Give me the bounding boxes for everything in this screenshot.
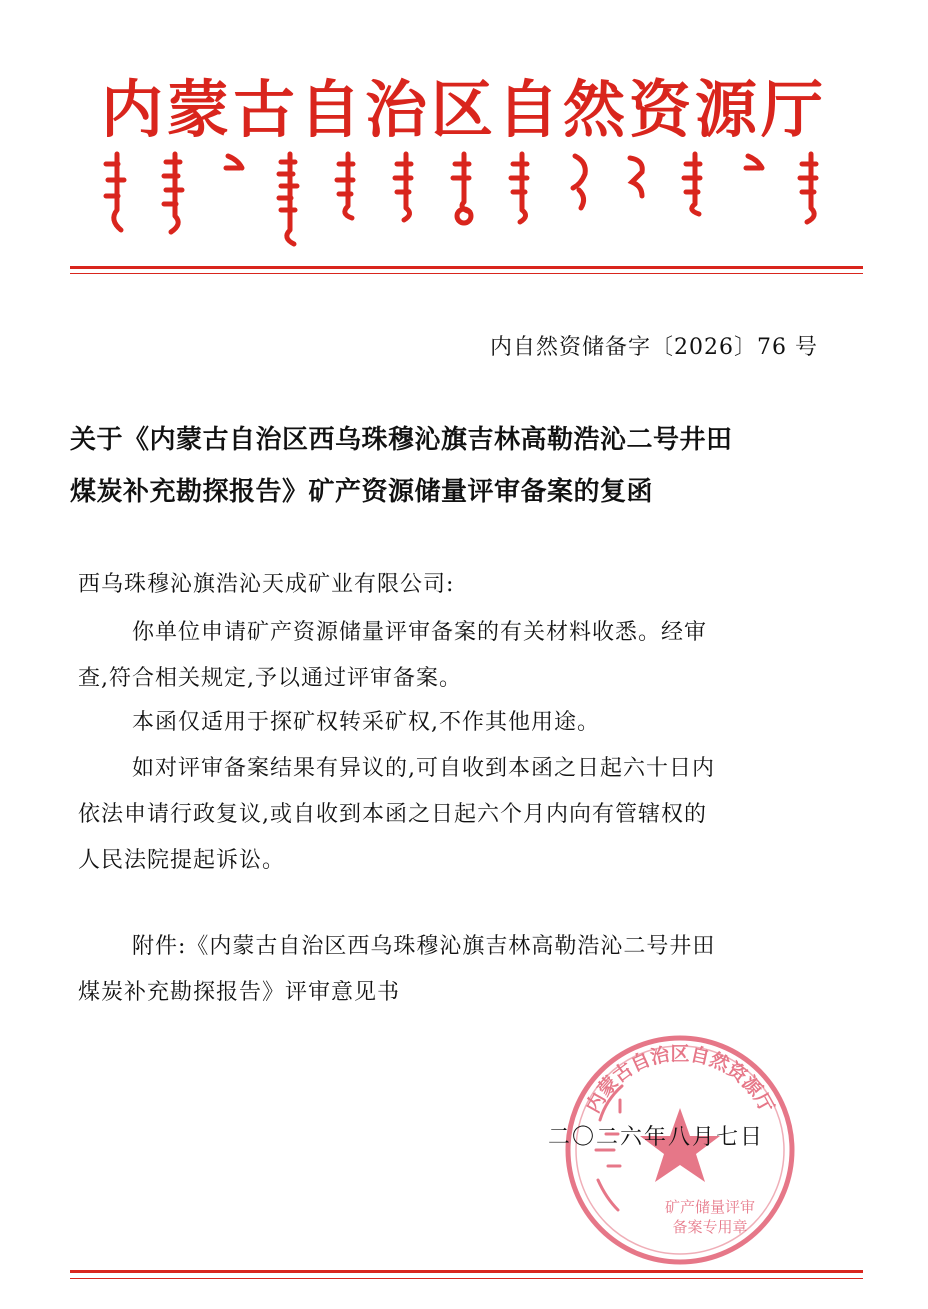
document-date: 二〇二六年八月七日 — [548, 1125, 765, 1150]
attachment-line: 煤炭补充勘探报告》评审意见书 — [78, 980, 401, 1005]
document-title — [70, 414, 870, 518]
mongolian-word-glyph — [158, 150, 192, 250]
paragraph-2 — [78, 700, 838, 746]
mongolian-word-glyph — [331, 150, 365, 250]
mongolian-word-glyph — [447, 150, 481, 250]
paragraph-line: 你单位申请矿产资源储量评审备案的有关材料收悉。经审 — [132, 620, 708, 645]
seal-arc-text-path: 内蒙古自治区自然资源厅 — [582, 1043, 778, 1117]
paragraph-line: 如对评审备案结果有异议的,可自收到本函之日起六十日内 — [132, 756, 715, 781]
paragraph-line: 人民法院提起诉讼。 — [78, 848, 286, 873]
attachment-line: 附件:《内蒙古自治区西乌珠穆沁旗吉林高勒浩沁二号井田 — [132, 934, 716, 959]
paragraph-1 — [78, 610, 838, 702]
mongolian-word-glyph — [678, 150, 712, 250]
mongolian-word-glyph — [273, 150, 307, 250]
mongolian-word-glyph — [620, 150, 654, 250]
letterhead-divider-thin — [70, 273, 863, 274]
recipient: 西乌珠穆沁旗浩沁天成矿业有限公司: — [78, 572, 455, 597]
footer-divider-thin — [70, 1278, 863, 1279]
letterhead-divider — [70, 266, 863, 269]
mongolian-word-glyph — [389, 150, 423, 250]
mongolian-word-glyph — [563, 150, 597, 250]
paragraph-line: 查,符合相关规定,予以通过评审备案。 — [78, 666, 462, 691]
mongolian-script-line — [100, 150, 828, 250]
letterhead-title: 内蒙古自治区自然资源厅 — [100, 73, 827, 146]
seal-arc-text — [581, 1042, 778, 1116]
document-title-line: 关于《内蒙古自治区西乌珠穆沁旗吉林高勒浩沁二号井田 — [70, 425, 733, 455]
attachment-note — [78, 924, 838, 1016]
seal-text-line-1: 矿产储量评审 — [664, 1198, 756, 1216]
paragraph-line: 依法申请行政复议,或自收到本函之日起六个月内向有管辖权的 — [78, 802, 707, 827]
mongolian-word-glyph — [216, 150, 250, 250]
mongolian-word-glyph — [794, 150, 828, 250]
mongolian-word-glyph — [736, 150, 770, 250]
footer-divider — [70, 1270, 863, 1273]
mongolian-word-glyph — [100, 150, 134, 250]
paragraph-line: 本函仅适用于探矿权转采矿权,不作其他用途。 — [132, 710, 600, 735]
document-number: 内自然资储备字〔2026〕76 号 — [490, 335, 818, 360]
seal-text-line-2: 备案专用章 — [672, 1218, 748, 1236]
document-title-line: 煤炭补充勘探报告》矿产资源储量评审备案的复函 — [70, 477, 654, 507]
paragraph-3 — [78, 746, 838, 884]
mongolian-word-glyph — [505, 150, 539, 250]
